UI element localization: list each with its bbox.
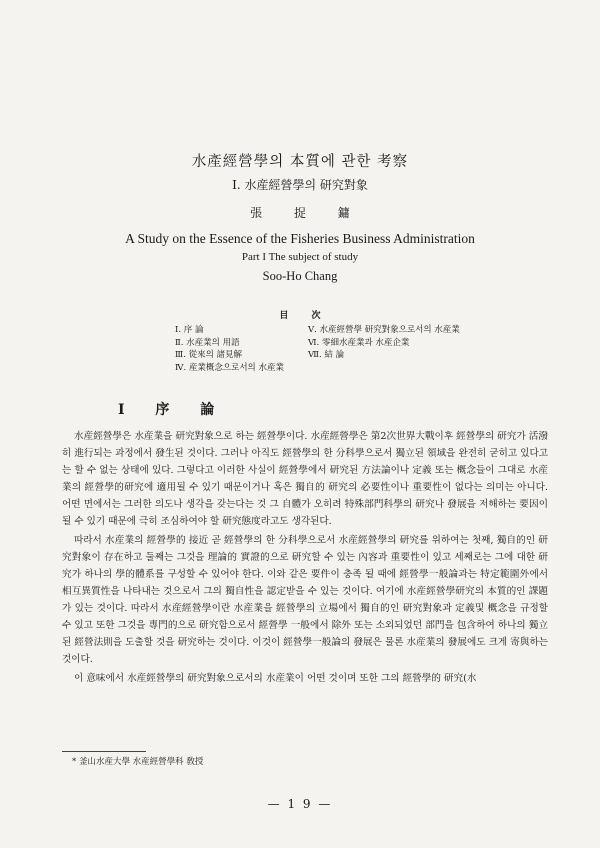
footnote-divider <box>62 751 146 752</box>
toc-item: Ⅱ. 水産業의 用語 <box>175 337 240 348</box>
paper-author: 張 捉 鏞 <box>250 206 350 220</box>
english-subtitle: Part I The subject of study <box>241 251 359 263</box>
toc-item: Ⅳ. 産業概念으로서의 水産業 <box>175 362 284 373</box>
toc-item: Ⅵ. 零細水産業과 水産企業 <box>308 337 410 348</box>
toc-left-column <box>175 324 284 374</box>
paper-title: 水產經營學의 本質에 관한 考察 <box>191 154 409 170</box>
body-text <box>62 428 548 687</box>
body-paragraph: 水産經營學은 水産業을 研究對象으로 하는 經營學이다. 水産經營學은 第2次世界大戰이후 經營學의 研究가 活潑히 進行되는 과정에서 發生된 것이다. 그러나 아직도 經營學의 한 分科學으로서 獨立된 領域을 완전히 굳히고 있다고는 할 수 없는 상태에 있다. 그렇다고 이러한 사실이 經營學에서 研究된 方法論이나 定義 또는 概念들이 그대로 水産業의 經營學的研究에 適用될 수 있기 때문이거나 혹은 獨自的 研究의 必要性이나 重要性이 없다는 의미는 아니다. 어떤 면에서는 그러한 의도나 생각을 갖는다는 것 그 自體가 오히려 特殊部門科學의 研究나 發展을 저해하는 要因이 될 수 있기 때문에 극히 조심하여야 할 研究態度라고도 생각된다. <box>62 431 548 527</box>
english-title: A Study on the Essence of the Fisheries Business Administration <box>125 231 475 246</box>
english-author: Soo-Ho Chang <box>262 269 338 283</box>
toc-item: I. 序 論 <box>175 325 204 335</box>
page-number: — 1 9 — <box>267 797 333 811</box>
paper-subtitle: I. 水産經營學의 研究對象 <box>232 178 368 192</box>
section-heading: I 序 論 <box>118 402 215 418</box>
toc-right-column <box>308 324 460 362</box>
body-paragraph: 따라서 水産業의 經營學的 接近 곧 經營學의 한 分科學으로서 水産經營學의 研究를 위하여는 첫째, 獨自的인 研究對象이 存在하고 둘째는 그것을 理論的 實證的으로 研究할 수 있는 內容과 重要性이 있고 세째로는 그에 대한 研究가 하나의 學的體系를 구성할 수 있어야 한다. 이와 같은 要件이 충족 될 때에 經營學一般論과는 特定範圍外에서 相互異質性을 나타내는 것으로서 그의 獨自性을 認定받을 수 있는 것이다. 여기에 水産經營學研究의 本質的인 課題가 있는 것이다. 따라서 水産經營學이란 水産業을 經營學의 立場에서 獨自的인 研究對象과 定義및 概念을 규정할 수 있고 또한 그것을 專門的으로 研究함으로서 經營學 一般에서 除外 또는 소외되었던 部門을 包含하여 하나의 獨立된 經營法則을 도출할 것을 研究하는 것이다. 이것이 經營學一般論의 發展은 물론 水産業의 發展에도 크게 寄與하는 것이다. <box>62 535 548 665</box>
toc-item: Ⅶ. 結 論 <box>308 350 345 360</box>
body-paragraph: 이 意味에서 水産經營學의 研究對象으로서의 水産業이 어떤 것이며 또한 그의 經營學的 研究(水 <box>74 673 477 684</box>
footnote: * 釜山水産大學 水産經營學科 敎授 <box>72 757 204 767</box>
toc-item: Ⅴ. 水産經營學 研究對象으로서의 水産業 <box>308 325 460 335</box>
toc-heading: 目 次 <box>279 311 321 321</box>
toc-item: Ⅲ. 從來의 諸見解 <box>175 350 243 360</box>
